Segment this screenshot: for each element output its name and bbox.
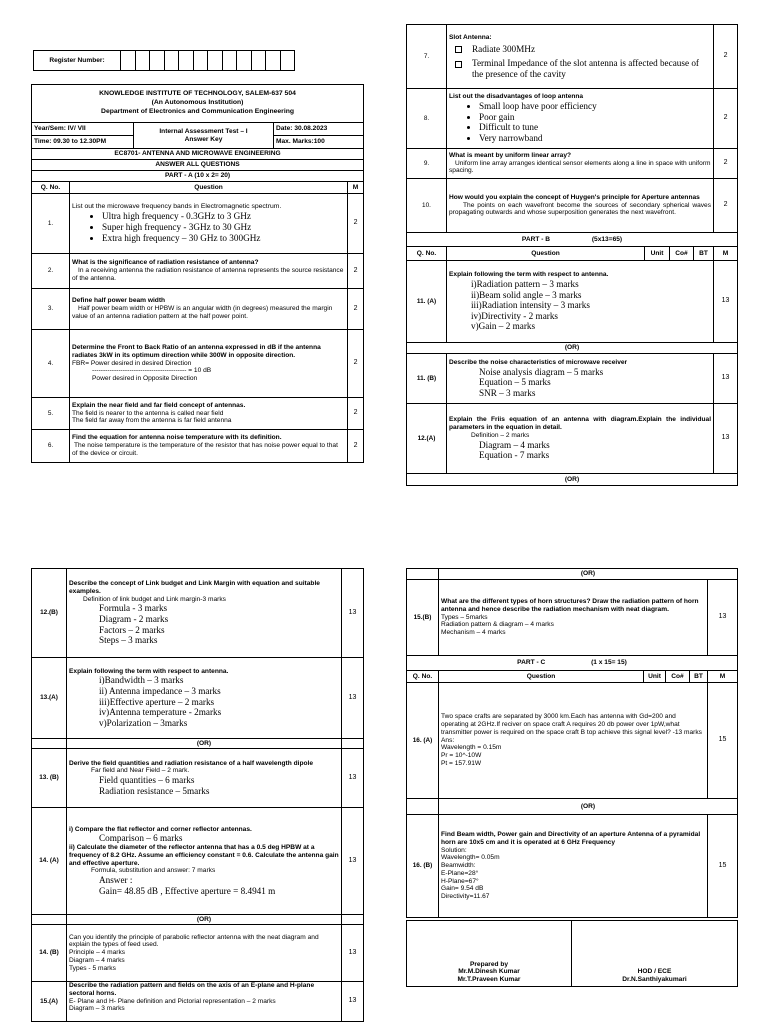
preparer-name-1: Mr.M.Dinesh Kumar [458, 968, 520, 976]
autonomous-label: (An Autonomous Institution) [151, 99, 244, 107]
answer-key-label: Answer Key [184, 135, 223, 143]
test-name: Internal Assessment Test – I [159, 127, 248, 135]
register-label: Register Number: [34, 51, 121, 71]
question-row-2: 2. What is the significance of radiation resistance of antenna? In a receiving antenna the radiation resistance of antenna represents the source resistance of the antenna. 2 [32, 254, 364, 289]
question-row-16a: 16. (A) Two space crafts are separated by 3000 km.Each has antenna with Gd=200 and operating at 2GHz.If reciver on space craft A requires 20 db power over 1pW,what transmitter power is required on the space craft B top achieve this signal level? -13 marks Ans: Wavelength = 0.15m Pr = 10^-10W Pt = 157.91W 15 [407, 683, 738, 799]
department-name: Department of Electronics and Communication Engineering [101, 107, 295, 115]
or-divider: (OR) [439, 569, 738, 580]
question-row-9: 9. What is meant by uniform linear array? Uniform line array arranges identical sensor elements along a line in space with uniform spacing. 2 [407, 149, 738, 179]
page1-main [31, 84, 363, 463]
or-divider: (OR) [67, 915, 342, 925]
page2-right [406, 568, 737, 987]
part-b-left-table [31, 568, 364, 1022]
question-row-15b: 15.(B) What are the different types of horn structures? Draw the radiation pattern of horn antenna and hence describe the radiation mechanism with neat diagram. Types – 5marks Radiation pattern & diagram – 4 marks Mechanism – 4 marks 13 [407, 580, 738, 656]
or-divider: (OR) [67, 739, 342, 749]
checkbox-bullet-icon [455, 61, 462, 68]
part-c-title: PART - C (1 x 15= 15) [407, 656, 738, 671]
question-row-1: 1. List out the microwave frequency bands in Electromagnetic spectrum. • Ultra high frequency - 0.3GHz to 3 GHz • Super high frequency - 3GHz to 30 GHz • Extra high frequency – 30 GHz to 300GHz 2 [32, 194, 364, 254]
exam-date: Date: 30.08.2023 [274, 123, 364, 136]
header-table [31, 84, 364, 463]
instruction: ANSWER ALL QUESTIONS [32, 160, 364, 171]
question-row-12a: 12.(A) Explain the Friis equation of an antenna with diagram.Explain the individual parameters in the equation in detail. Definition – 2 marks Diagram – 4 marks Equation - 7 marks 13 [407, 404, 738, 474]
question-row-13a: 13.(A) Explain following the term with respect to antenna. i)Bandwidth – 3 marks ii) Antenna impedance – 3 marks iii)Effective aperture – 2 marks iv)Antenna temperature - 2marks v)Polarization – 3marks 13 [32, 658, 364, 739]
hod-name: Dr.N.Santhiyakumari [622, 976, 687, 984]
question-row-14b: 14. (B) Can you identify the principle of parabolic reflector antenna with the neat diagram and explain the types of feed used. Principle – 4 marks Diagram – 4 marks Types - 5 marks 13 [32, 925, 364, 982]
question-row-7: 7. Slot Antenna: Radiate 300MHz Terminal Impedance of the slot antenna is affected because of the presence of the cavity 2 [407, 25, 738, 89]
col-question: Question [70, 182, 348, 194]
page1-left [33, 50, 363, 71]
signature-block [406, 920, 738, 987]
checkbox-bullet-icon [455, 46, 462, 53]
question-row-6: 6. Find the equation for antenna noise temperature with its definition. The noise temperature is the temperature of the resistor that has noise power equal to that of the device or circuit. 2 [32, 430, 364, 463]
preparer-name-2: Mr.T.Praveen Kumar [457, 976, 521, 984]
or-divider: (OR) [407, 343, 738, 354]
hod-label: HOD / ECE [637, 968, 672, 976]
register-number-box [33, 50, 295, 71]
question-row-11b: 11. (B) Describe the noise characteristics of microwave receiver Noise analysis diagram – 5 marks Equation – 5 marks SNR – 3 marks 13 [407, 354, 738, 404]
question-row-13b: 13. (B) Derive the field quantities and radiation resistance of a half wavelength dipole Far field and Near Field – 2 mark. Field quantities – 6 marks Radiation resistance – 5marks 13 [32, 749, 364, 808]
institute-name: KNOWLEDGE INSTITUTE OF TECHNOLOGY, SALEM-637 504 [99, 90, 296, 98]
part-a-title: PART - A (10 x 2= 20) [32, 171, 364, 182]
question-row-10: 10. How would you explain the concept of Huygen's principle for Aperture antennas The points on each wavefront become the sources of secondary spherical waves propagating outwards and whose superposition generates the next wavefront. 2 [407, 179, 738, 233]
course-title: EC8701- ANTENNA AND MICROWAVE ENGINEERING [32, 149, 364, 160]
part-b-c-right-table: (OR) 15.(B) What are the different types of horn structures? Draw the radiation pattern of horn antenna and hence describe the radiation mechanism with neat diagram. Types – 5marks Radiation pattern & diagram – 4 marks Mechanism – 4 marks 13 PART - C (1 x 15= 15) Q. No. Question Unit Co# BT M 16. (A) Two space crafts are separated by 3000 km.Each has antenna with Gd=200 and operating at 2GHz.If reciver on space craft A requires 20 db power over 1pW,what transmitter power is required on the space craft B top achieve this signal level? -13 marks Ans: Wavelength = 0.15m Pr = 10^-10W Pt = 157.91W 15 (OR) 16. (B) Find Beam width, Power gain and Directivity of an aperture Antenna of a pyramidal horn are 10x5 cm and it is operated at 6 GHz Frequency Solution: Wavelength= 0.05m Beamwidth: E-Plane=28° H-Plane=67° Gain= 9.54 dB Directivity=11.67 15 [406, 568, 738, 918]
question-row-8: 8. List out the disadvantages of loop antenna • Small loop have poor efficiency • Poor gain • Difficult to tune • Very narrowband 2 [407, 89, 738, 149]
question-row-14a: 14. (A) i) Compare the flat reflector and corner reflector antennas. Comparison – 6 marks ii) Calculate the diameter of the reflector antenna that has a 0.5 deg HPBW at a frequency of 8.2 GHz. Assume an efficiency constant = 0.6. Calculate the antenna gain and effective aperture. Formula, substitution and answer: 7 marks Answer : Gain= 48.85 dB , Effective aperture = 8.4941 m 13 [32, 808, 364, 915]
col-m: M [348, 182, 364, 194]
question-row-3: 3. Define half power beam width Half power beam width or HPBW is an angular width (in degrees) measured the margin value of an antenna radiation pattern at the half power point. 2 [32, 289, 364, 330]
question-row-11a: 11. (A) Explain following the term with respect to antenna. i)Radiation pattern – 3 marks ii)Beam solid angle – 3 marks iii)Radiation intensity – 3 marks iv)Directivity - 2 marks v)Gain – 2 marks 13 [407, 261, 738, 343]
or-divider: (OR) [407, 474, 738, 486]
exam-time: Time: 09.30 to 12.30PM [32, 136, 134, 149]
year-sem: Year/Sem: IV/ VII [32, 123, 134, 136]
question-row-5: 5. Explain the near field and far field concept of antennas. The field is nearer to the antenna is called near field The field far away from the antenna is far field antenna 2 [32, 398, 364, 430]
question-row-4: 4. Determine the Front to Back Ratio of an antenna expressed in dB if the antenna radiates 3kW in its optimum direction while 300W in opposite direction. FBR= Power desired in desired Direction ------------------------------------------- = 10 dB Power desired in Opposite Direction 2 [32, 330, 364, 398]
prepared-by-label: Prepared by [469, 960, 509, 968]
part-b-title: PART - B (5x13=65) [407, 233, 738, 247]
question-row-15a: 15.(A) Describe the radiation pattern and fields on the axis of an E-plane and H-plane sectoral horns. E- Plane and H- Plane definition and Pictorial representation – 2 marks Diagram – 3 marks 13 [32, 982, 364, 1022]
question-row-12b: 12.(B) Describe the concept of Link budget and Link Margin with equation and suitable examples. Definition of link budget and Link margin-3 marks Formula - 3 marks Diagram - 2 marks Factors – 2 marks Steps – 3 marks 13 [32, 569, 364, 658]
part-a-right-table: 7. Slot Antenna: Radiate 300MHz Terminal Impedance of the slot antenna is affected because of the presence of the cavity 2 8. List out the disadvantages of loop antenna • Small loop have poor efficiency • Poor gain • Difficult to tune • Very narrowband 2 9. What is meant by uniform linear array? Uniform line array arranges identical sensor elements along a line in space with uniform spacing. 2 10. How would you explain the concept of Huygen's principle for Aperture antennas The points on each wavefront become the sources of secondary spherical waves propagating outwards and whose superposition generates the next wavefront. 2 PART - B (5x13=65) Q. No. Question Unit Co# BT M 11. (A) Explain following the term with respect to antenna. i)Radiation pattern – 3 marks ii)Beam solid angle – 3 marks iii)Radiation intensity – 3 marks iv)Directivity - 2 marks v)Gain – 2 marks 13 (OR) 11. (B) Describe the noise characteristics of microwave receiver Noise analysis diagram – 5 marks Equation – 5 marks SNR – 3 marks 13 12.(A) Explain the Friis equation of an antenna with diagram.Explain the individual parameters in the equation in detail. Definition – 2 marks Diagram – 4 marks Equation - 7 marks 13 (OR) [406, 24, 738, 486]
col-qno: Q. No. [32, 182, 70, 194]
page2-left [31, 568, 363, 1022]
page1-right [406, 24, 737, 486]
question-row-16b: 16. (B) Find Beam width, Power gain and Directivity of an aperture Antenna of a pyramidal horn are 10x5 cm and it is operated at 6 GHz Frequency Solution: Wavelength= 0.05m Beamwidth: E-Plane=28° H-Plane=67° Gain= 9.54 dB Directivity=11.67 15 [407, 815, 738, 918]
max-marks: Max. Marks:100 [274, 136, 364, 149]
or-divider: (OR) [439, 799, 738, 815]
